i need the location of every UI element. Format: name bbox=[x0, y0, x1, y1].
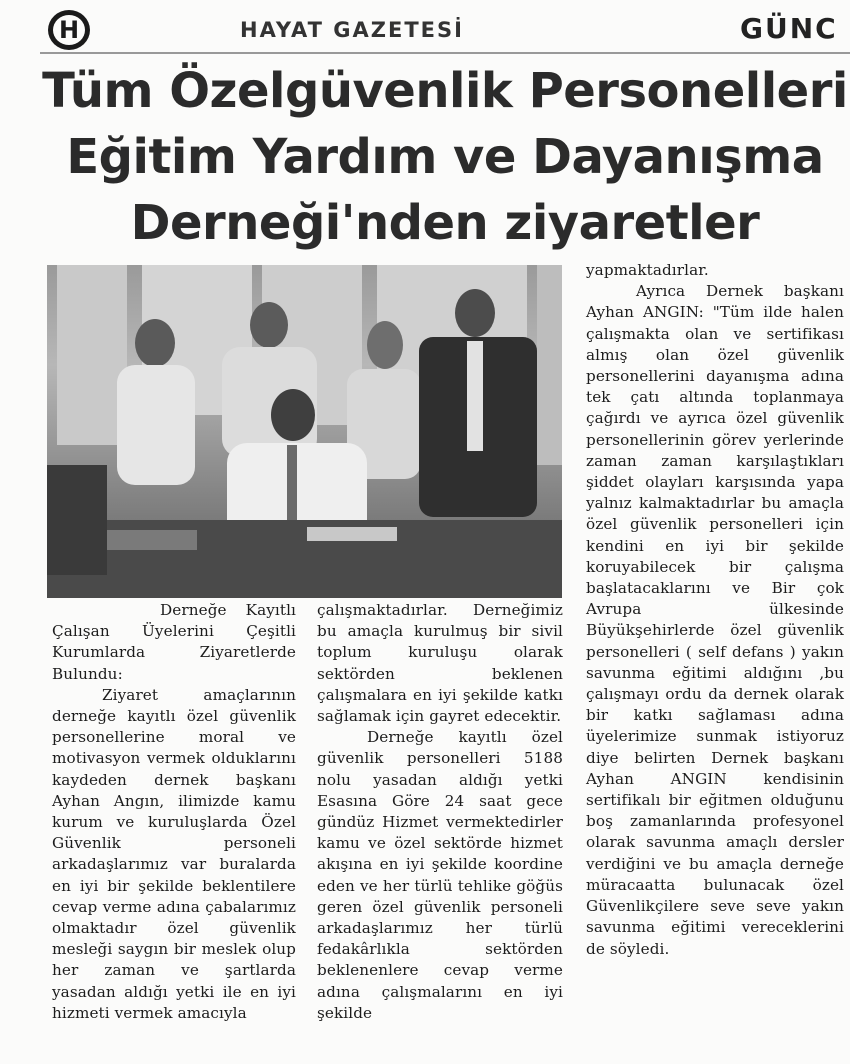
masthead-title: HAYAT GAZETESİ bbox=[240, 18, 464, 42]
article-paragraph: Derneğe kayıtlı özel güvenlik personelleri 5188 nolu yasadan aldığı yetki Esasına Göre 24 saat gece gündüz Hizmet vermektedirler kamu ve özel sektörde hizmet akışına en iyi şekilde koordine eden ve her türlü tehlike göğüs geren özel güvenlik personeli arkadaşlarımız her türlü fedakârlıkla sektörden beklenenlere cevap verme adına çalışmalarını en iyi şekilde bbox=[317, 728, 563, 1022]
newspaper-logo-icon bbox=[48, 10, 90, 50]
masthead-rule bbox=[40, 52, 850, 54]
article-photo bbox=[47, 265, 562, 598]
article-paragraph: Ziyaret amaçlarının derneğe kayıtlı özel güvenlik personellerine moral ve motivasyon vermek olduklarını kaydeden dernek başkanı Ayhan Angın, ilimizde kamu kurum ve kuruluşlarda Özel Güvenlik personeli arkadaşlarımız var buralarda en iyi bir şekilde beklentilere cevap verme adına çabalarımız olmaktadır özel güvenlik mesleği saygın bir meslek olup her zaman ve şartlarda yasadan aldığı yetki ile en iyi hizmeti vermek amacıyla bbox=[52, 685, 296, 1022]
article-column-2 bbox=[317, 600, 563, 1024]
headline bbox=[40, 58, 850, 256]
article-paragraph: Ayrıca Dernek başkanı Ayhan ANGIN: "Tüm ilde halen çalışmakta olan ve sertifikası almış olan özel güvenlik personellerini dayanışma adına tek çatı altında toplanmaya çağırdı ve ayrıca özel güvenlik personellerinin görev yerlerinde zaman zaman karşılaştıkları şiddet olayları karşısında yapa yalnız kalmaktadırlar bu amaçla özel güvenlik personelleri için kendini en iyi bir şekilde koruyabilecek bir çalışma başlatacaklarını ve Bir çok Avrupa ülkesinde Büyükşehirlerde özel güvenlik personelleri ( self defans ) yakın savunma eğitimi aldığını ,bu çalışmayı ordu da dernek olarak bir katkı sağlaması adına üyelerimize sunmak istiyoruz diye belirten Dernek başkanı Ayhan ANGIN kendisinin sertifikalı bir eğitmen olduğunu boş zamanlarında profesyonel olarak savunma amaçlı dersler verdiğini ve bu amaçla derneğe müracaatta bulunacak özel Güvenlikçilere seve seve yakın savunma eğitimi vereceklerini de söyledi. bbox=[586, 282, 844, 958]
article-paragraph: çalışmaktadırlar. Derneğimiz bu amaçla kurulmuş bir sivil toplum kuruluşu olarak sektörden beklenen çalışmalara en iyi şekilde katkı sağlamak için gayret edecektir. bbox=[317, 601, 563, 726]
headline-line-3: Derneği'nden ziyaretler bbox=[130, 195, 760, 251]
headline-line-2: Eğitim Yardım ve Dayanışma bbox=[66, 129, 824, 185]
article-lead: Derneğe Kayıtlı Çalışan Üyelerini Çeşitli Kurumlarda Ziyaretlerde Bulundu: bbox=[52, 601, 296, 683]
logo-letter: H bbox=[53, 15, 85, 45]
article-column-3 bbox=[586, 260, 844, 960]
headline-line-1: Tüm Özelgüvenlik Personelleri bbox=[42, 63, 848, 119]
article-column-1 bbox=[52, 600, 296, 1024]
article-paragraph: yapmaktadırlar. bbox=[586, 261, 709, 279]
photo-illustration bbox=[47, 265, 562, 598]
masthead-right-text: GÜNC bbox=[740, 12, 838, 45]
